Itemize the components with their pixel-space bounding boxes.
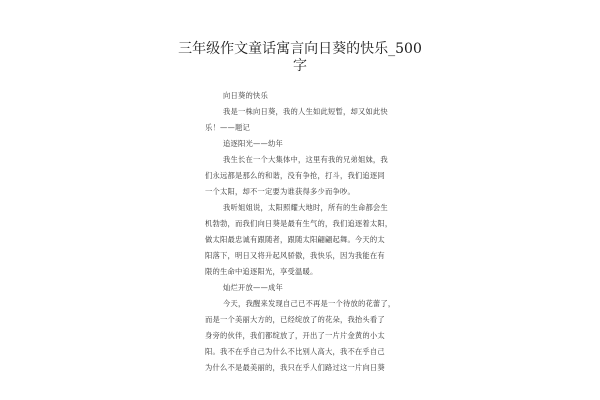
section-heading: 灿烂开放——成年 (223, 283, 283, 292)
paragraph-line: 限的生命中追逐阳光，享受温暖。 (205, 267, 318, 276)
paragraph-line: 我是一株向日葵，我的人生如此短暂，却又如此快 (223, 107, 388, 116)
section-heading: 追逐阳光——幼年 (223, 139, 283, 148)
paragraph-line: 一个太阳，却不一定要为谁获得多少而争吵。 (205, 187, 355, 196)
paragraph-line: 们永远都是那么的和谐，没有争抢，打斗，我们追逐同 (205, 171, 385, 180)
paragraph-line: 而是一个美丽大方的，已经绽放了的花朵，我抬头看了 (205, 315, 385, 324)
document-title: 三年级作文童话寓言向日葵的快乐_500 (178, 41, 422, 57)
paragraph-line: 做太阳最忠诚有跟随者，跟随太阳翩翩起舞。今天的太 (205, 235, 385, 244)
paragraph-line: 我生长在一个大集体中，这里有我的兄弟姐妹，我 (223, 155, 388, 164)
paragraph-line: 机勃勃，而我们向日葵是最有生气的，我们追逐着太阳， (205, 219, 393, 228)
paragraph-line: 为什么不是最美丽的，我只在乎人们路过这一片向日葵 (205, 363, 385, 372)
paragraph-line: 身旁的伙伴，我们都绽放了，开出了一片片金黄的小太 (205, 331, 385, 340)
paragraph-line: 阳。我不在乎自己为什么不比别人高大，我不在乎自己 (205, 347, 385, 356)
document-title-continuation: 字 (293, 58, 307, 74)
paragraph-line: 今天，我醒来发现自己已不再是一个待放的花蕾了， (223, 299, 396, 308)
paragraph-line: 我听姐姐说，太阳照耀大地时，所有的生命都会生 (223, 203, 388, 212)
paragraph-line: 乐！——题记 (205, 123, 250, 132)
section-heading: 向日葵的快乐 (223, 91, 268, 100)
paragraph-line: 阳落下，明日又将升起风骄傲，我快乐，因为我能在有 (205, 251, 385, 260)
